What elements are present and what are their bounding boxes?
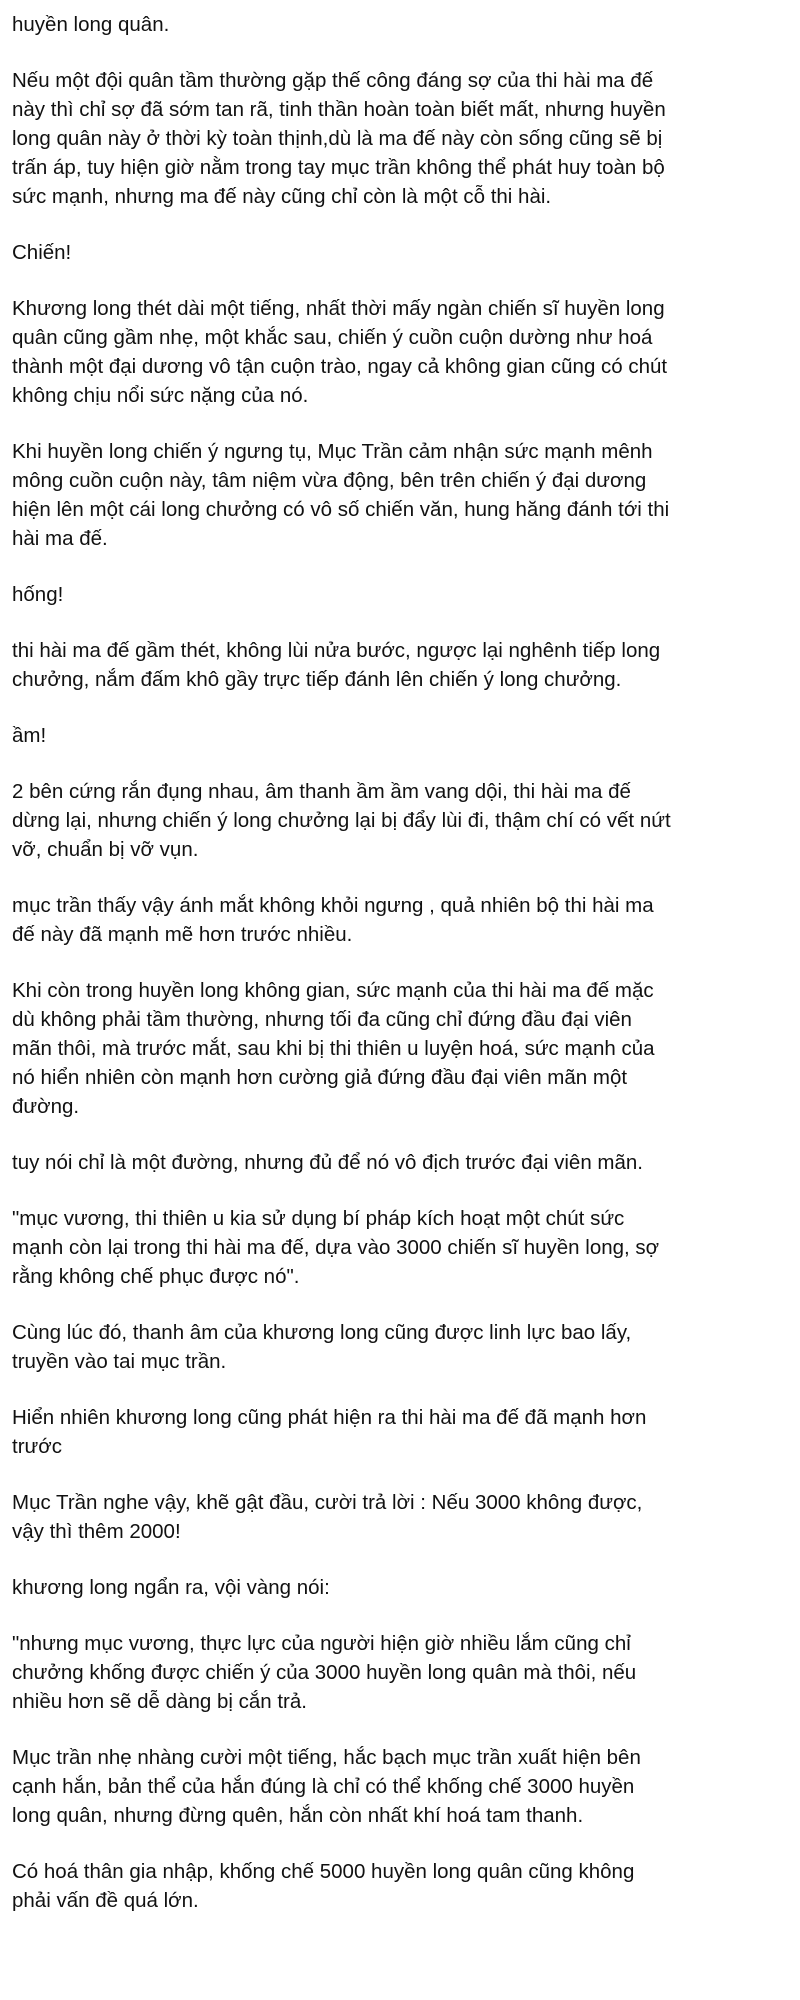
paragraph-5: Khi huyền long chiến ý ngưng tụ, Mục Trần cảm nhận sức mạnh mênh mông cuồn cuộn này, tâm niệm vừa động, bên trên chiến ý đại dương hiện lên một cái long chưởng có vô số chiến văn, hung hăng đánh tới thi hài ma đế.	[12, 440, 670, 550]
paragraph-9: 2 bên cứng rắn đụng nhau, âm thanh ầm ầm vang dội, thi hài ma đế dừng lại, nhưng chiến ý long chưởng lại bị đẩy lùi đi, thậm chí có vết nứt vỡ, chuẩn bị vỡ vụn.	[12, 780, 671, 861]
paragraph-20: Có hoá thân gia nhập, khống chế 5000 huyền long quân cũng không phải vấn đề quá lớn.	[12, 1860, 635, 1912]
paragraph-3: Chiến!	[12, 241, 72, 264]
paragraph-11: Khi còn trong huyền long không gian, sức mạnh của thi hài ma đế mặc dù không phải tầm thường, nhưng tối đa cũng chỉ đứng đầu đại viên mãn thôi, mà trước mắt, sau khi bị thi thiên u luyện hoá, sức mạnh của nó hiển nhiên còn mạnh hơn cường giả đứng đầu đại viên mãn một đường.	[12, 979, 655, 1118]
paragraph-17: khương long ngẩn ra, vội vàng nói:	[12, 1576, 330, 1599]
paragraph-4: Khương long thét dài một tiếng, nhất thời mấy ngàn chiến sĩ huyền long quân cũng gầm nhẹ, một khắc sau, chiến ý cuồn cuộn dường như hoá thành một đại dương vô tận cuộn trào, ngay cả không gian cũng có chút không chịu nổi sức nặng của nó.	[12, 297, 668, 407]
paragraph-6: hống!	[12, 583, 64, 606]
paragraph-13: "mục vương, thi thiên u kia sử dụng bí pháp kích hoạt một chút sức mạnh còn lại trong thi hài ma đế, dựa vào 3000 chiến sĩ huyền long, sợ rằng không chế phục được nó".	[12, 1207, 660, 1288]
paragraph-10: mục trần thấy vậy ánh mắt không khỏi ngưng , quả nhiên bộ thi hài ma đế này đã mạnh mẽ hơn trước nhiều.	[12, 894, 654, 946]
paragraph-7: thi hài ma đế gầm thét, không lùi nửa bước, ngược lại nghênh tiếp long chưởng, nắm đấm khô gầy trực tiếp đánh lên chiến ý long chưởng.	[12, 639, 661, 691]
paragraph-1: huyền long quân.	[12, 13, 170, 36]
paragraph-19: Mục trần nhẹ nhàng cười một tiếng, hắc bạch mục trần xuất hiện bên cạnh hắn, bản thể của hắn đúng là chỉ có thể khống chế 3000 huyền long quân, nhưng đừng quên, hắn còn nhất khí hoá tam thanh.	[12, 1746, 641, 1827]
paragraph-18: "nhưng mục vương, thực lực của người hiện giờ nhiều lắm cũng chỉ chưởng khống được chiến ý của 3000 huyền long quân mà thôi, nếu nhiều hơn sẽ dễ dàng bị cắn trả.	[12, 1632, 637, 1713]
paragraph-16: Mục Trần nghe vậy, khẽ gật đầu, cười trả lời : Nếu 3000 không được, vậy thì thêm 2000!	[12, 1491, 643, 1543]
paragraph-2: Nếu một đội quân tầm thường gặp thế công đáng sợ của thi hài ma đế này thì chỉ sợ đã sớm tan rã, tinh thần hoàn toàn biết mất, nhưng huyền long quân này ở thời kỳ toàn thịnh,dù là ma đế này còn sống cũng sẽ bị trấn áp, tuy hiện giờ nằm trong tay mục trần không thể phát huy toàn bộ sức mạnh, nhưng ma đế này cũng chỉ còn là một cỗ thi hài.	[12, 69, 666, 208]
paragraph-12: tuy nói chỉ là một đường, nhưng đủ để nó vô địch trước đại viên mãn.	[12, 1151, 644, 1174]
paragraph-14: Cùng lúc đó, thanh âm của khương long cũng được linh lực bao lấy, truyền vào tai mục trần.	[12, 1321, 632, 1373]
paragraph-15: Hiển nhiên khương long cũng phát hiện ra thi hài ma đế đã mạnh hơn trước	[12, 1406, 647, 1458]
paragraph-8: ầm!	[12, 724, 47, 747]
